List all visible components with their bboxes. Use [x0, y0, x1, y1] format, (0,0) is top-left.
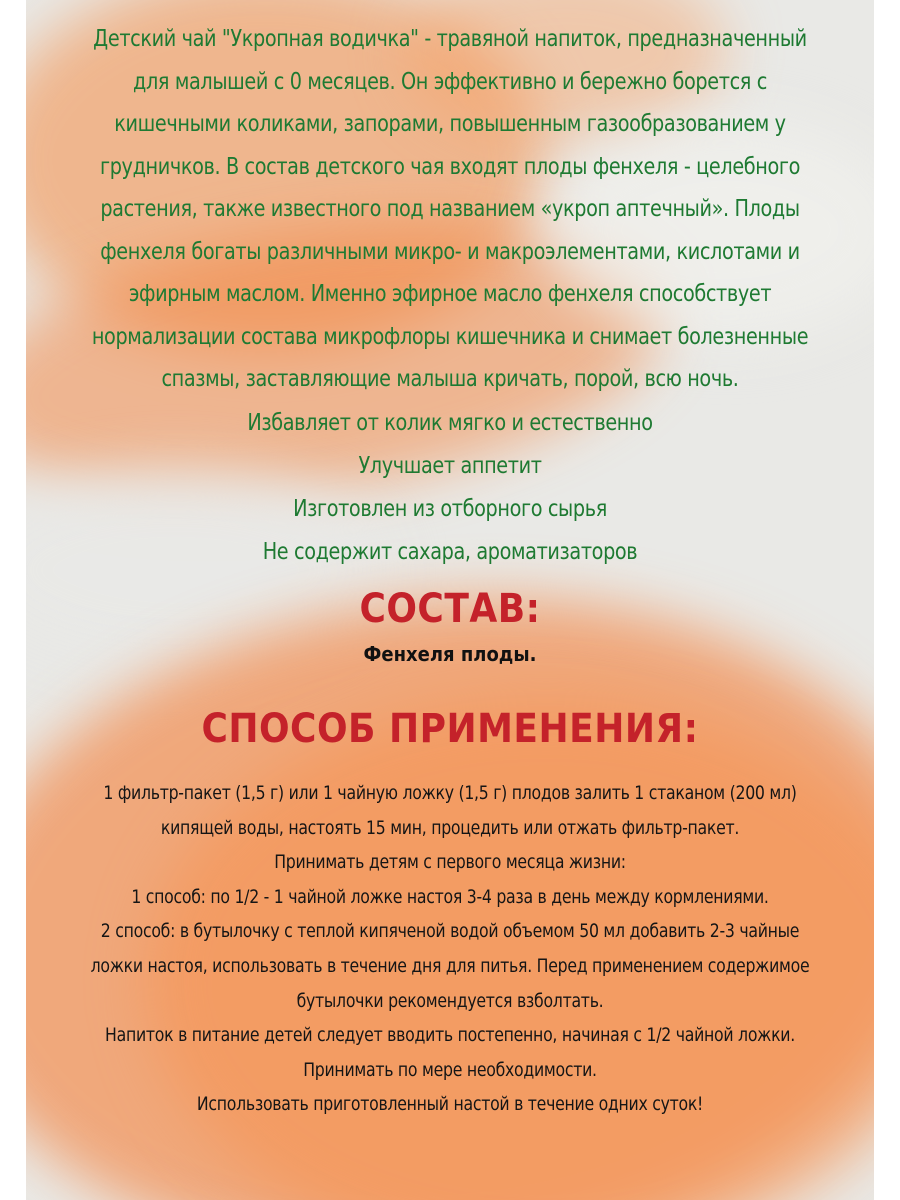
benefit-item: Не содержит сахара, ароматизаторов: [262, 539, 638, 565]
usage-heading: СПОСОБ ПРИМЕНЕНИЯ:: [201, 706, 699, 752]
composition-heading: СОСТАВ:: [359, 586, 541, 632]
benefit-item: Улучшает аппетит: [358, 453, 542, 479]
benefits-list: [74, 402, 825, 574]
product-info-page: [26, 0, 874, 1200]
composition-text: Фенхеля плоды.: [363, 642, 537, 666]
usage-paragraph: 1 фильтр-пакет (1,5 г) или 1 чайную ложку (1,5 г) плодов залить 1 стаканом (200 мл) кипящей воды, настоять 15 мин, процедить или отжать фильтр-пакет.: [103, 782, 797, 839]
content: [26, 0, 874, 1200]
usage-paragraph: Принимать детям с первого месяца жизни:: [274, 851, 626, 874]
usage-paragraph: Использовать приготовленный настой в течение одних суток!: [196, 1093, 704, 1116]
usage-paragraph: 2 способ: в бутылочку с теплой кипяченой водой объемом 50 мл добавить 2-3 чайные ложки настоя, использовать в течение дня для питья. Перед применением содержимое бутылочки рекомендуется взболтать.: [90, 920, 810, 1012]
benefit-item: Изготовлен из отборного сырья: [293, 496, 607, 522]
usage-paragraph: Принимать по мере необходимости.: [303, 1058, 597, 1081]
usage-paragraph: 1 способ: по 1/2 - 1 чайной ложке настоя 3-4 раза в день между кормлениями.: [131, 885, 769, 908]
benefit-item: Избавляет от колик мягко и естественно: [247, 410, 653, 436]
intro-paragraph: Детский чай "Укропная водичка" - травяной напиток, предназначенный для малышей с 0 месяцев. Он эффективно и бережно борется с кишечными коликами, запорами, повышенным газообразованием у грудничков. В состав детского чая входят плоды фенхеля - целебного растения, также известного под названием «укроп аптечный». Плоды фенхеля богаты различными микро- и макроэлементами, кислотами и эфирным маслом. Именно эфирное масло фенхеля способствует нормализации состава микрофлоры кишечника и снимает болезненные спазмы, заставляющие малыша кричать, порой, всю ночь.: [91, 26, 809, 392]
usage-instructions: [88, 776, 813, 1122]
usage-paragraph: Напиток в питание детей следует вводить постепенно, начиная с 1/2 чайной ложки.: [105, 1024, 795, 1047]
